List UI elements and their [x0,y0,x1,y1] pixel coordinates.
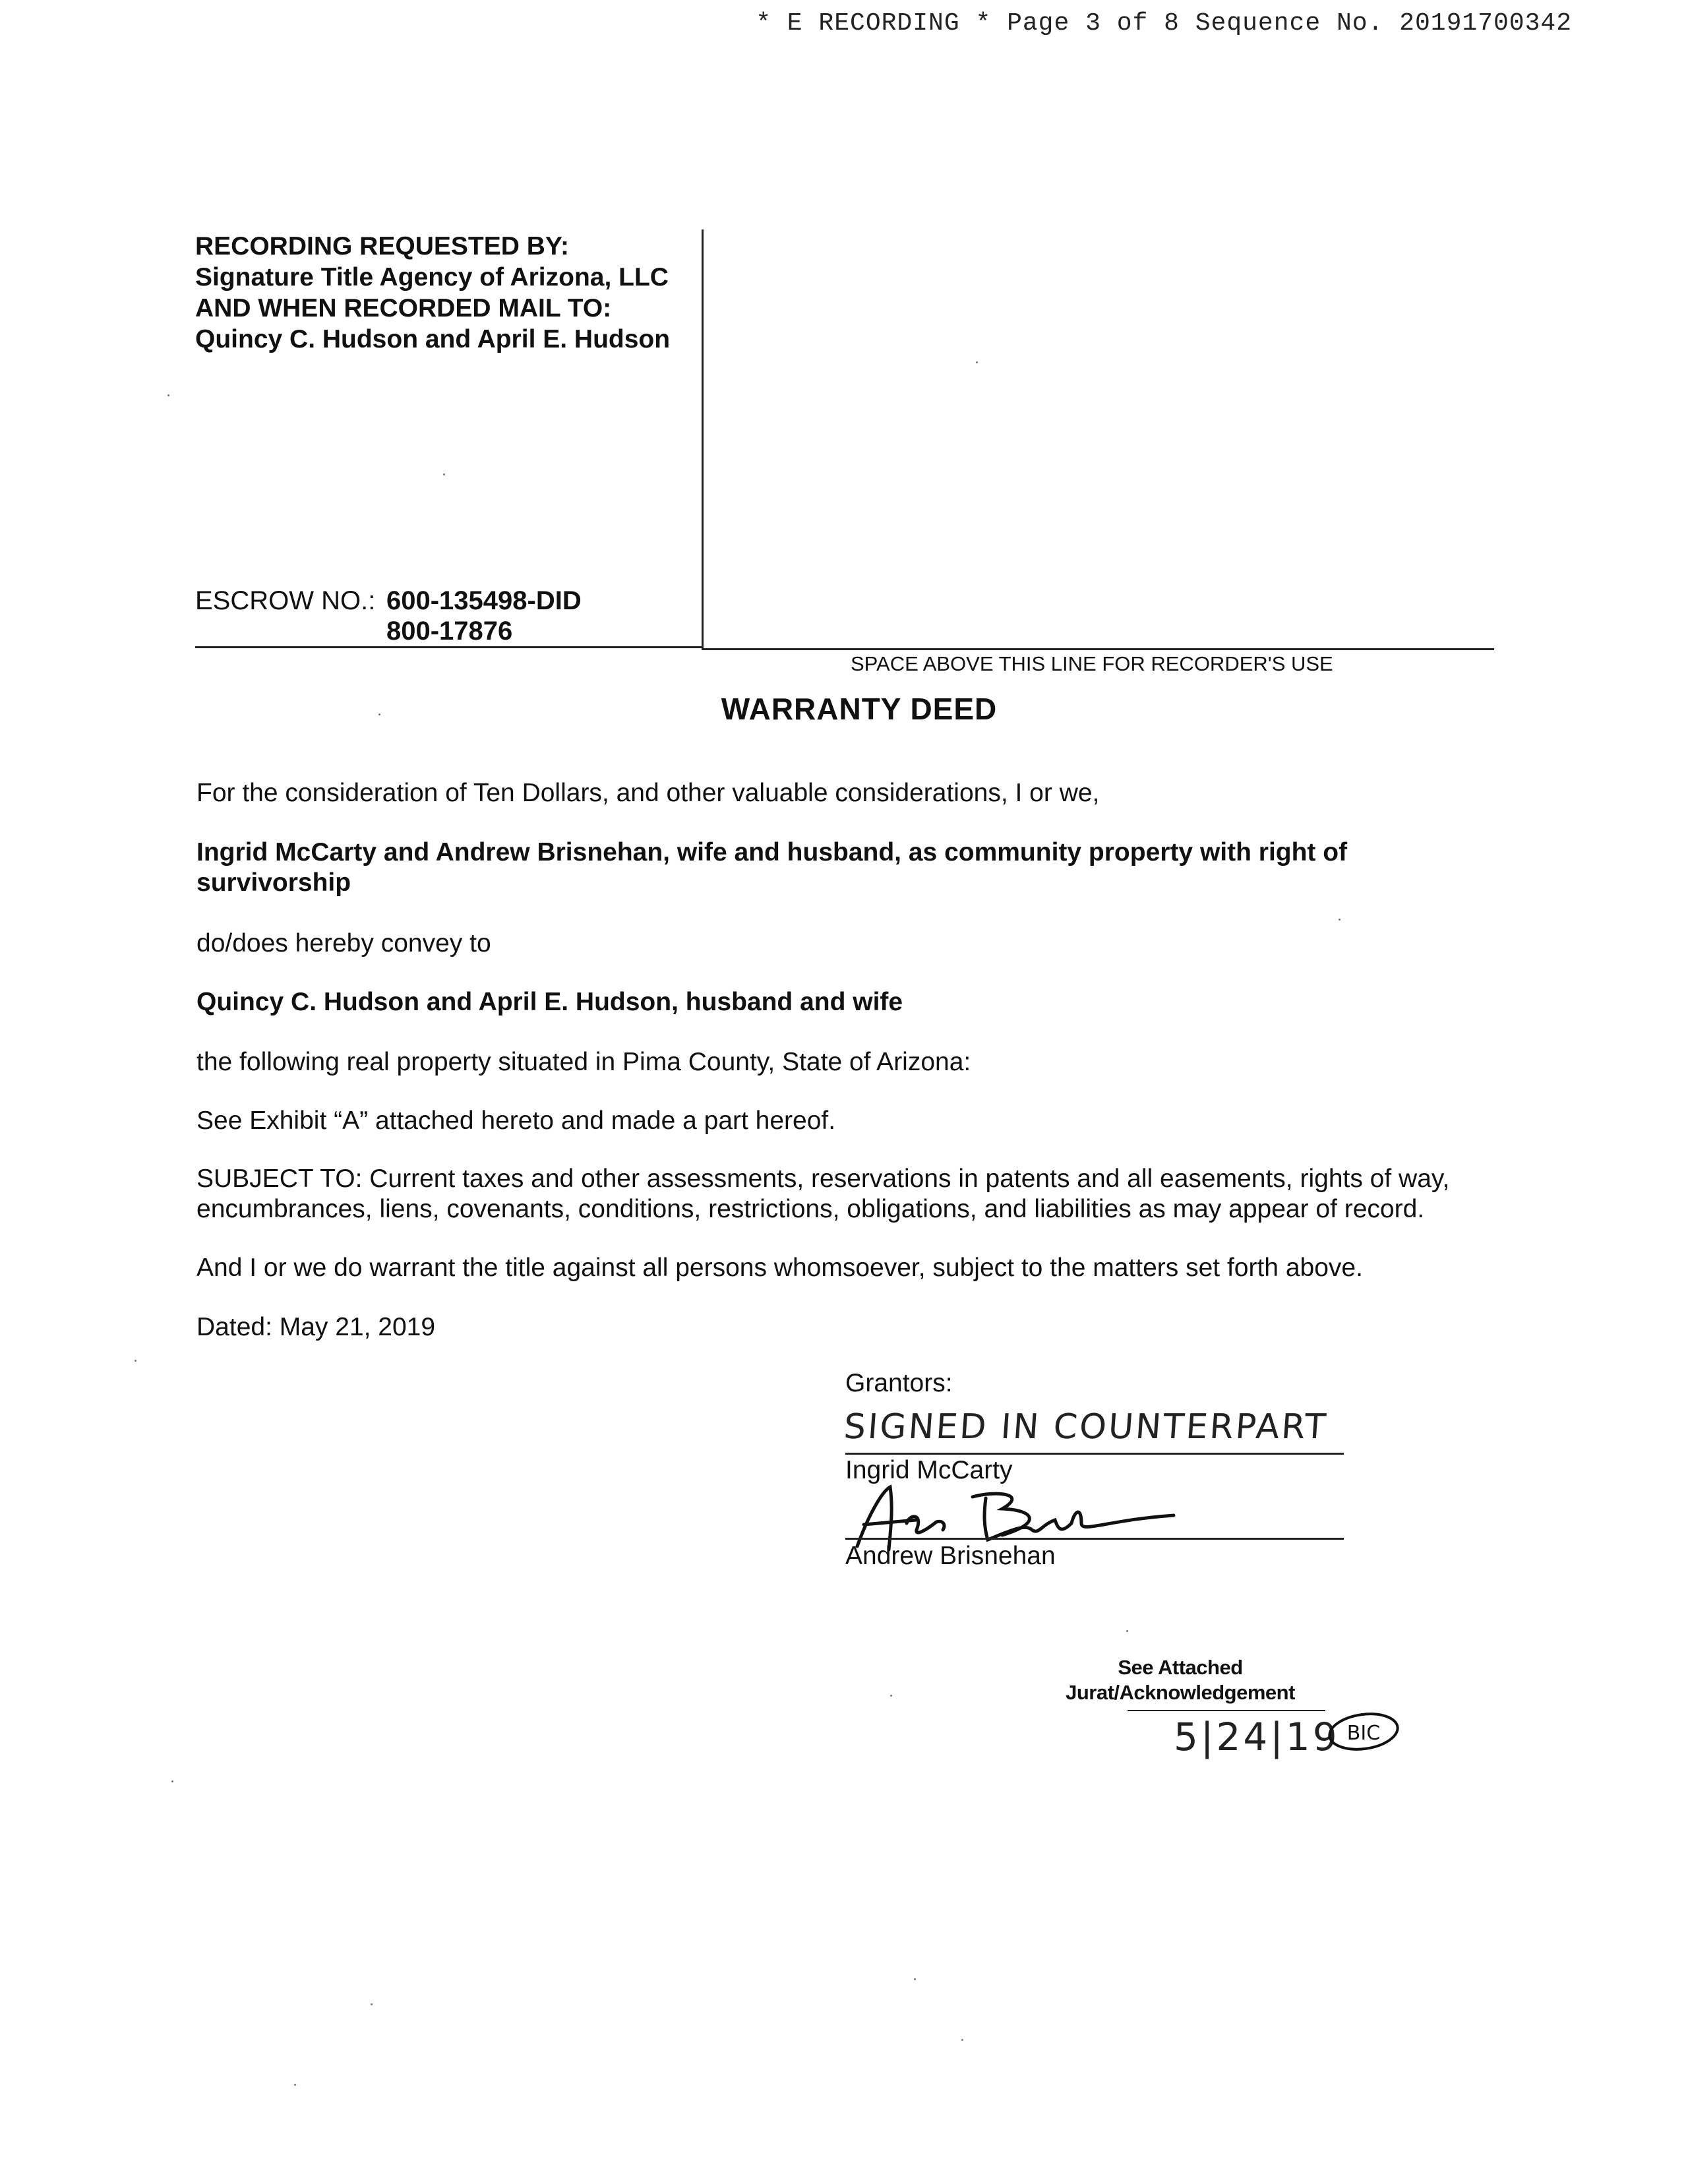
scan-speck [135,1360,136,1362]
attached-rule [1128,1710,1325,1711]
escrow-number-1: 600-135498-DID [386,586,582,615]
subject-to-paragraph [196,1164,1502,1225]
scan-speck [167,394,169,396]
subject-to-line-1: SUBJECT TO: Current taxes and other assessments, reservations in patents and all easements, rights of way, [196,1165,1450,1193]
exhibit-paragraph: See Exhibit “A” attached hereto and made a part hereof. [196,1107,836,1135]
mail-to-value: Quincy C. Hudson and April E. Hudson [195,325,671,353]
warrant-paragraph: And I or we do warrant the title against all persons whomsoever, subject to the matters set forth above. [196,1254,1363,1282]
property-paragraph: the following real property situated in Pima County, State of Arizona: [196,1048,971,1076]
subject-to-line-2: encumbrances, liens, covenants, conditions, restrictions, obligations, and liabilities as may appear of record. [196,1195,1425,1223]
scan-speck [976,361,978,363]
escrow-number-2: 800-17876 [386,617,513,646]
scan-speck [1339,919,1341,921]
requested-by-label: RECORDING REQUESTED BY: [195,232,569,260]
grantors-label: Grantors: [845,1369,953,1397]
grantors-line-1: Ingrid McCarty and Andrew Brisnehan, wife and husband, as community property with right of [196,838,1348,866]
scan-speck [371,2003,373,2005]
grantees-paragraph: Quincy C. Hudson and April E. Hudson, husband and wife [196,988,903,1016]
scan-speck [294,2084,296,2086]
convey-paragraph: do/does hereby convey to [196,929,491,957]
recorder-use-note: SPACE ABOVE THIS LINE FOR RECORDER'S USE [851,652,1333,675]
requested-by-value: Signature Title Agency of Arizona, LLC [195,263,669,291]
recorder-rule-right [702,648,1494,650]
escrow-block [195,586,582,646]
dated-line: Dated: May 21, 2019 [196,1313,436,1341]
scan-speck [443,473,445,475]
mail-to-label: AND WHEN RECORDED MAIL TO: [195,294,612,322]
initials-stamp [1325,1711,1404,1754]
see-attached-note [1055,1655,1306,1705]
signature-line-2 [845,1538,1344,1540]
scan-speck [914,1978,916,1980]
signed-in-counterpart-handwriting: SIGNED IN COUNTERPART [842,1407,1329,1447]
scan-speck [961,2039,963,2041]
scan-speck [890,1695,892,1697]
escrow-label: ESCROW NO.: [195,586,376,615]
recorder-box-divider [702,229,704,650]
scan-speck [1126,1630,1128,1632]
consideration-paragraph: For the consideration of Ten Dollars, and other valuable considerations, I or we, [196,779,1100,807]
jurat-acknowledgement-line: Jurat/Acknowledgement [1066,1681,1295,1704]
see-attached-line: See Attached [1118,1656,1243,1679]
scan-speck [171,1780,173,1782]
signature-line-1 [845,1453,1344,1455]
grantors-paragraph [196,837,1502,898]
document-title-text: WARRANTY DEED [721,692,998,726]
document-title [0,691,1688,727]
recorder-rule-left [195,646,703,648]
grantors-line-2: survivorship [196,868,351,897]
scan-speck [378,713,380,715]
recording-requested-block [195,231,670,355]
recording-sequence-header: * E RECORDING * Page 3 of 8 Sequence No. 20191700342 [756,9,1572,38]
signer-2-name: Andrew Brisnehan [845,1542,1056,1570]
initials-text: BIC [1346,1722,1381,1745]
signer-1-name: Ingrid McCarty [845,1456,1013,1484]
handwritten-date: 5|24|19 [1174,1714,1340,1759]
